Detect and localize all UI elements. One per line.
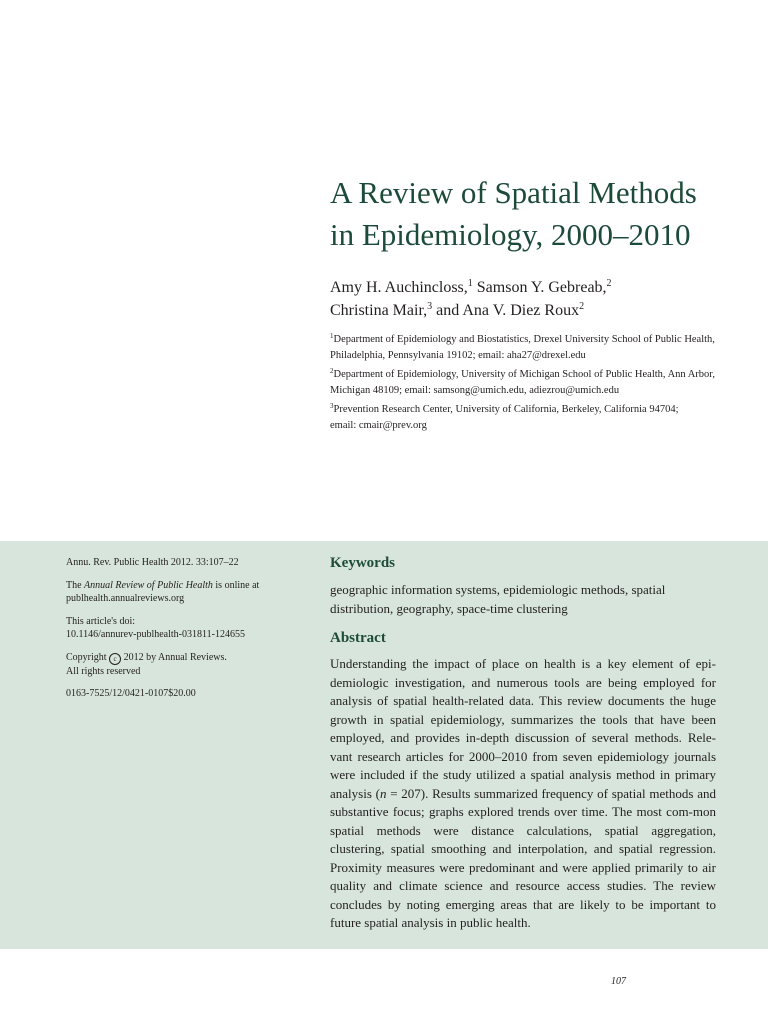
affiliation-line: Prevention Research Center, University of California, Berkeley, California 94704; <box>333 404 679 415</box>
online-prefix: The <box>66 579 85 591</box>
affiliation-marker: 2 <box>330 367 334 375</box>
abstract-heading: Abstract <box>330 630 386 646</box>
author-name: and Ana V. Diez Roux <box>436 302 580 319</box>
affiliation-list <box>330 332 730 437</box>
author-affil-marker: 2 <box>579 301 585 312</box>
title-line-1: A Review of Spatial Methods <box>330 175 697 210</box>
author-affil-marker: 3 <box>427 301 433 312</box>
citation: Annu. Rev. Public Health 2012. 33:107–22 <box>66 557 239 568</box>
affiliation <box>330 402 730 434</box>
author-affil-marker: 1 <box>467 278 473 289</box>
affiliation-line: Department of Epidemiology, University of Michigan School of Public Health, Ann Arbor, <box>333 369 716 380</box>
copyright-block <box>66 651 281 679</box>
online-suffix: is online at <box>212 579 260 591</box>
affiliation-marker: 3 <box>330 402 334 410</box>
title-line-2: in Epidemiology, 2000–2010 <box>330 217 691 252</box>
rights-statement: All rights reserved <box>66 665 141 677</box>
affiliation-line: Department of Epidemiology and Biostatistics, Drexel University School of Public Health, <box>333 334 715 345</box>
online-availability <box>66 579 281 606</box>
copyright-symbol-icon: c <box>109 653 121 665</box>
doi-value: 10.1146/annurev-publhealth-031811-124655 <box>66 629 245 640</box>
affiliation-line: email: cmair@prev.org <box>330 420 427 431</box>
price-code: 0163-7525/12/0421-0107$20.00 <box>66 688 196 699</box>
copyright-prefix: Copyright <box>66 651 110 663</box>
journal-url: publhealth.annualreviews.org <box>66 593 185 604</box>
affiliation-line: Michigan 48109; email: samsong@umich.edu, adiezrou@umich.edu <box>330 385 620 396</box>
affiliation-line: Philadelphia, Pennsylvania 19102; email: aha27@drexel.edu <box>330 350 586 361</box>
affiliation <box>330 332 730 364</box>
doi-label: This article's doi: <box>66 615 136 627</box>
author-name: Amy H. Auchincloss, <box>330 279 468 296</box>
abstract-part-2: = 207). Results summarized frequency of spatial methods and substantive focus; graphs explored trends over time. The most com-mon spatial methods were distance calculations, spatial aggregation, clustering, spatial smoothing and interpolation, and spatial regression. Proximity measures were predominant and were applied primarily to air quality and climate science and resource access studies. The review concludes by noting emerging areas that are likely to be important to future spatial analysis in public health. <box>330 785 716 930</box>
keywords-text: geographic information systems, epidemiologic methods, spatial distribution, geography, space-time clustering <box>330 582 666 616</box>
affiliation <box>330 367 730 399</box>
abstract-text <box>330 655 716 933</box>
affiliation-marker: 1 <box>330 332 334 340</box>
journal-name: Annual Review of Public Health <box>84 579 213 591</box>
keywords-heading: Keywords <box>330 555 395 571</box>
publication-info-sidebar <box>66 556 281 710</box>
doi-block <box>66 615 281 642</box>
page-number: 107 <box>611 976 626 987</box>
abstract-n-symbol: n <box>379 785 387 801</box>
author-name: Christina Mair, <box>330 302 428 319</box>
author-affil-marker: 2 <box>606 278 612 289</box>
article-title <box>330 172 750 256</box>
author-name: Samson Y. Gebreab, <box>476 279 607 296</box>
author-list <box>330 276 740 322</box>
copyright-suffix: 2012 by Annual Reviews. <box>121 651 227 663</box>
abstract-part-1: Understanding the impact of place on health is a key element of epi-demiologic investigation, and numerous tools are being employed for analysis of spatial health-related data. This review documents the huge growth in spatial epidemiology, summarizes the tools that have been employed, and provides in-depth discussion of several methods. Rele-vant research articles for 2000–2010 from seven epidemiology journals were included if the study utilized a spatial analysis method in primary analysis ( <box>330 656 716 801</box>
